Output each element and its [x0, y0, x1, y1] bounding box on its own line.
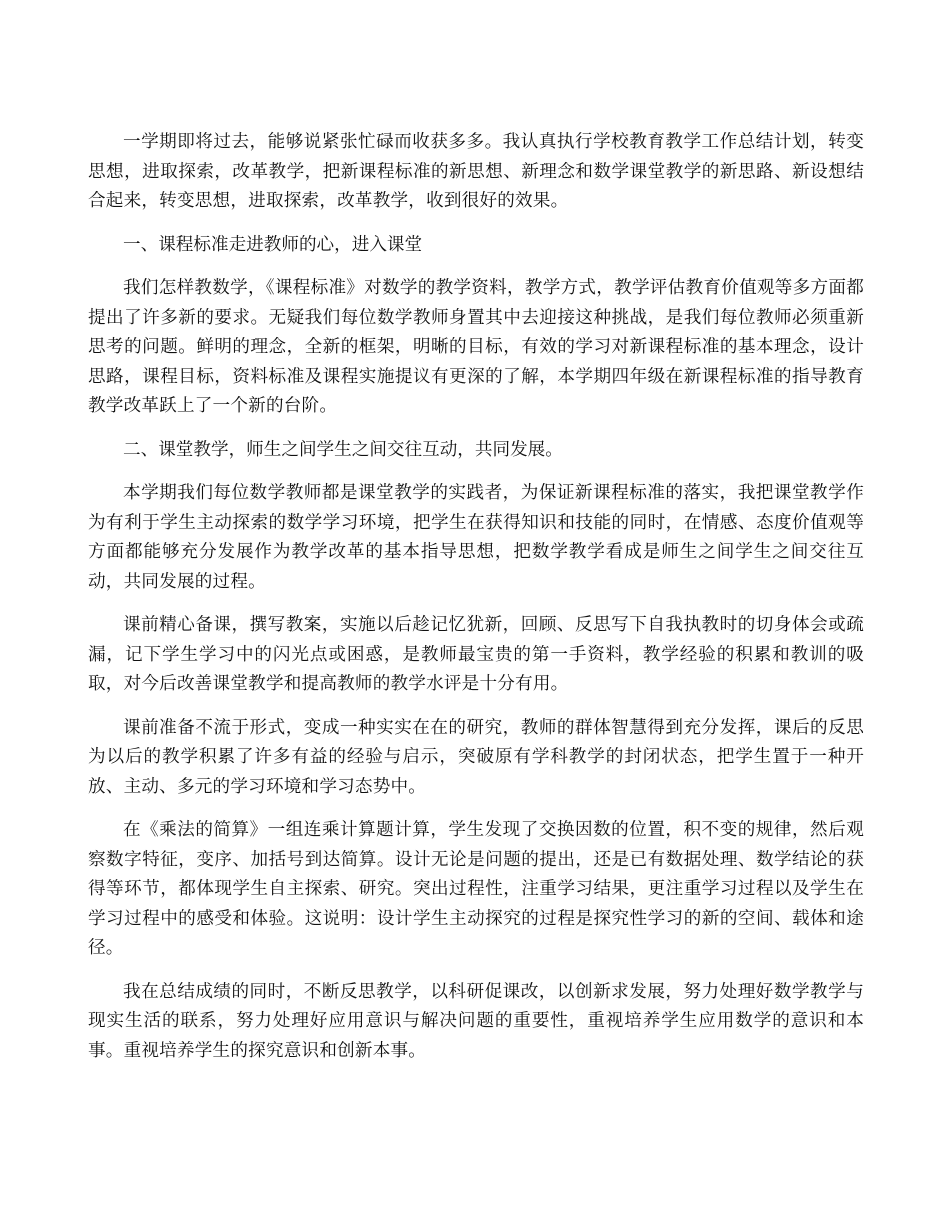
- body-paragraph: 在《乘法的简算》一组连乘计算题计算，学生发现了交换因数的位置，积不变的规律，然后观察数字特征，变序、加括号到达简算。设计无论是问题的提出，还是已有数据处理、数学结论的获得等环节，都体现学生自主探索、研究。突出过程性，注重学习结果，更注重学习过程以及学生在学习过程中的感受和体验。这说明：设计学生主动探究的过程是探究性学习的新的空间、载体和途径。: [88, 820, 864, 958]
- body-paragraph: 本学期我们每位数学教师都是课堂教学的实践者，为保证新课程标准的落实，我把课堂教学作为有利于学生主动探索的数学学习环境，把学生在获得知识和技能的同时，在情感、态度价值观等方面都能够充分发展作为教学改革的基本指导思想，把数学教学看成是师生之间学生之间交往互动，共同发展的过程。: [88, 483, 864, 592]
- body-paragraph: 我们怎样教数学，《课程标准》对数学的教学资料，教学方式，教学评估教育价值观等多方面都提出了许多新的要求。无疑我们每位数学教师身置其中去迎接这种挑战，是我们每位教师必须重新思考的问题。鲜明的理念，全新的框架，明晰的目标，有效的学习对新课程标准的基本理念，设计思路，课程目标，资料标准及课程实施提议有更深的了解，本学期四年级在新课程标准的指导教育教学改革跃上了一个新的台阶。: [88, 278, 864, 416]
- body-paragraph: 课前准备不流于形式，变成一种实实在在的研究，教师的群体智慧得到充分发挥，课后的反思为以后的教学积累了许多有益的经验与启示，突破原有学科教学的封闭状态，把学生置于一种开放、主动、多元的学习环境和学习态势中。: [88, 717, 864, 797]
- intro-paragraph: 一学期即将过去，能够说紧张忙碌而收获多多。我认真执行学校教育教学工作总结计划，转变思想，进取探索，改革教学，把新课程标准的新思想、新理念和数学课堂教学的新思路、新设想结合起来，转变思想，进取探索，改革教学，收到很好的效果。: [88, 132, 864, 211]
- document-page: [88, 128, 864, 1066]
- section-heading-2: 二、课堂教学，师生之间学生之间交往互动，共同发展。: [123, 439, 563, 460]
- section-heading-1: 一、课程标准走进教师的心，进入课堂: [123, 234, 423, 255]
- closing-paragraph: 我在总结成绩的同时，不断反思教学，以科研促课改，以创新求发展，努力处理好数学教学与现实生活的联系，努力处理好应用意识与解决问题的重要性，重视培养学生应用数学的意识和本事。重视培养学生的探究意识和创新本事。: [88, 981, 864, 1061]
- body-paragraph: 课前精心备课，撰写教案，实施以后趁记忆犹新，回顾、反思写下自我执教时的切身体会或疏漏，记下学生学习中的闪光点或困惑，是教师最宝贵的第一手资料，教学经验的积累和教训的吸取，对今后改善课堂教学和提高教师的教学水评是十分有用。: [88, 615, 864, 694]
